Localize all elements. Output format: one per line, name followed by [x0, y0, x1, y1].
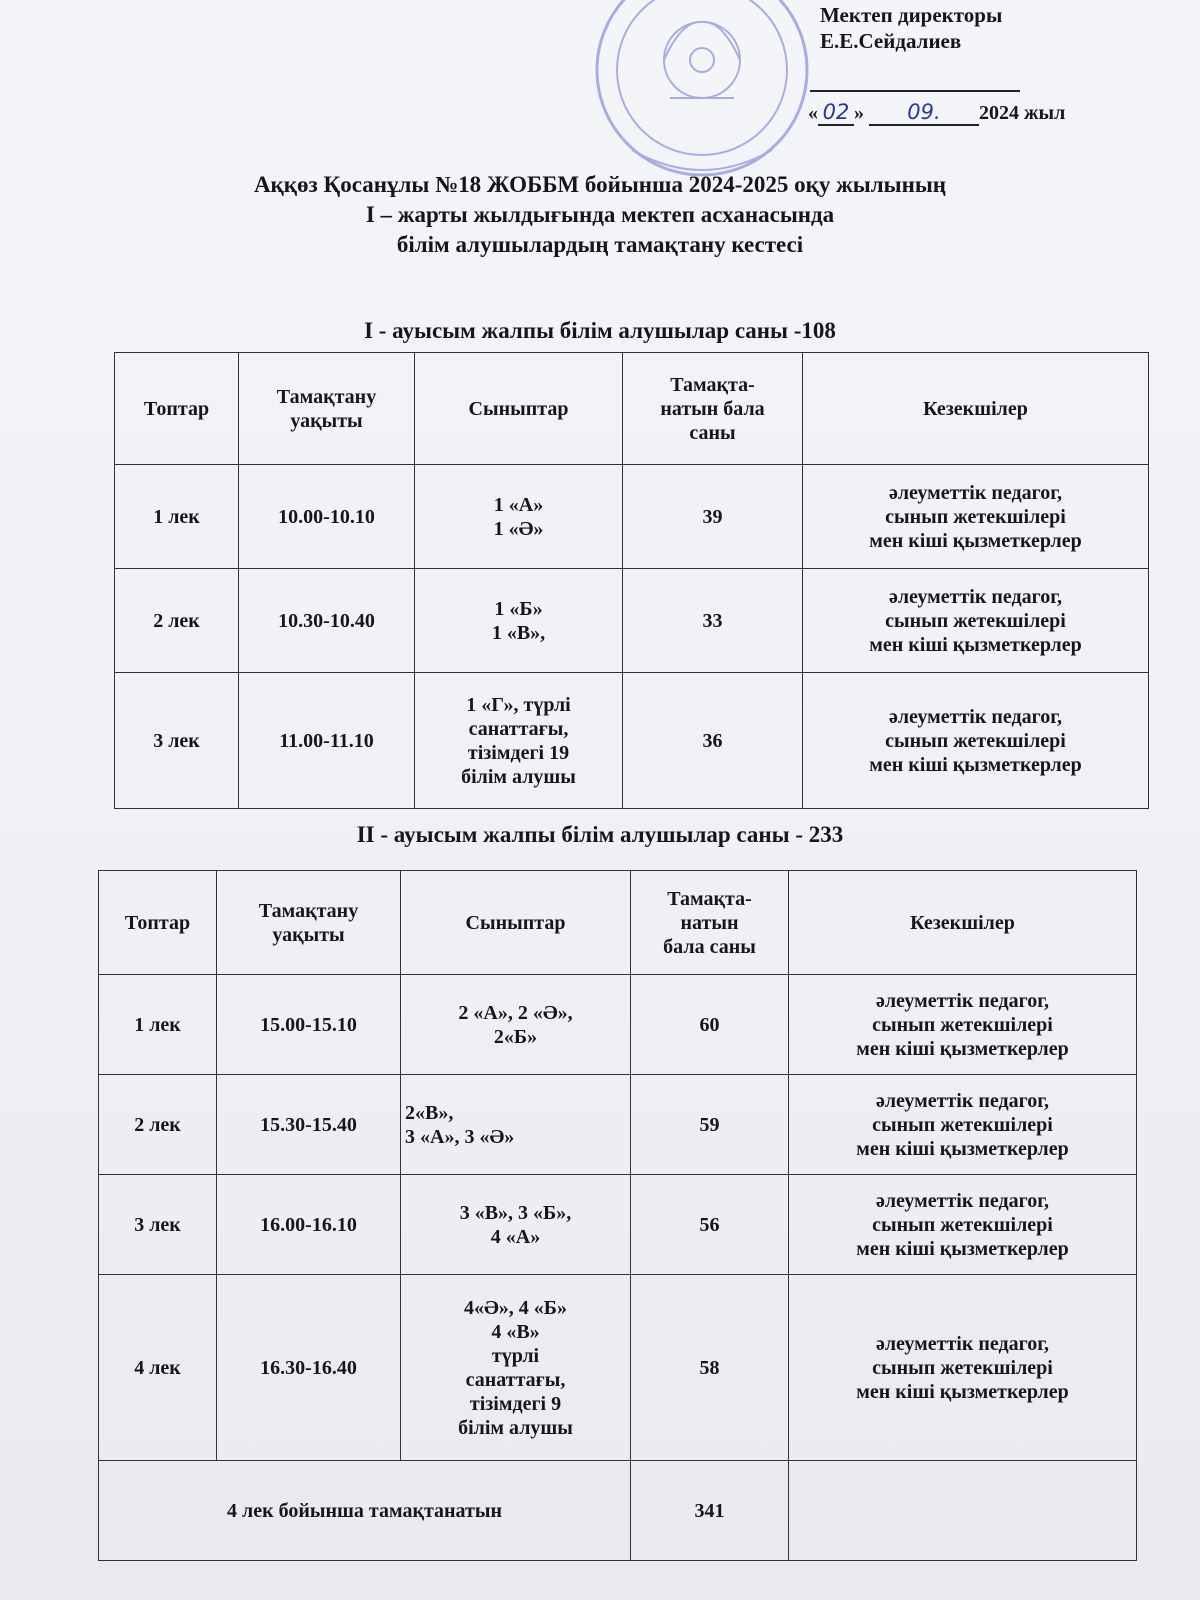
- cell-group: 1 лек: [115, 465, 239, 569]
- cell-classes: 1 «А» 1 «Ә»: [415, 465, 623, 569]
- table-header-row: [115, 353, 1149, 465]
- approval-date: « 02 » 09. 2024 жыл: [808, 100, 1066, 124]
- shift1-table: [114, 352, 1149, 809]
- total-label: 4 лек бойынша тамақтанатын: [99, 1461, 631, 1561]
- cell-group: 3 лек: [115, 673, 239, 809]
- header-duty-staff: Кезекшілер: [803, 353, 1149, 465]
- cell-time: 15.00-15.10: [217, 975, 401, 1075]
- cell-count: 33: [623, 569, 803, 673]
- approval-title: Мектеп директоры: [820, 3, 1003, 27]
- cell-count: 36: [623, 673, 803, 809]
- cell-time: 10.00-10.10: [239, 465, 415, 569]
- cell-duty: әлеуметтік педагог, сынып жетекшілері мен кіші қызметкерлер: [803, 465, 1149, 569]
- cell-duty: әлеуметтік педагог, сынып жетекшілері мен кіші қызметкерлер: [803, 569, 1149, 673]
- header-children-count: Тамақта- натын бала саны: [631, 871, 789, 975]
- approval-block: [820, 2, 1002, 54]
- cell-time: 16.30-16.40: [217, 1275, 401, 1461]
- table-row: [115, 673, 1149, 809]
- cell-group: 1 лек: [99, 975, 217, 1075]
- cell-time: 15.30-15.40: [217, 1075, 401, 1175]
- official-seal-stamp: [592, 0, 812, 190]
- header-classes: Сыныптар: [401, 871, 631, 975]
- shift2-heading: II - ауысым жалпы білім алушылар саны - 233: [356, 822, 844, 847]
- signature-line: [810, 90, 1020, 92]
- cell-classes: 3 «В», 3 «Б», 4 «А»: [401, 1175, 631, 1275]
- cell-duty: әлеуметтік педагог, сынып жетекшілері мен кіші қызметкерлер: [789, 1075, 1137, 1175]
- header-classes: Сыныптар: [415, 353, 623, 465]
- table-row: [99, 975, 1137, 1075]
- cell-classes: 1 «Б» 1 «В»,: [415, 569, 623, 673]
- cell-group: 4 лек: [99, 1275, 217, 1461]
- header-duty-staff: Кезекшілер: [789, 871, 1137, 975]
- table-row: [99, 1175, 1137, 1275]
- shift2-table: [98, 870, 1137, 1561]
- table-row: [99, 1275, 1137, 1461]
- cell-group: 2 лек: [115, 569, 239, 673]
- header-meal-time: Тамақтану уақыты: [239, 353, 415, 465]
- date-year: 2024 жыл: [979, 102, 1066, 124]
- cell-classes: 1 «Г», түрлі санаттағы, тізімдегі 19 білім алушы: [415, 673, 623, 809]
- cell-count: 58: [631, 1275, 789, 1461]
- cell-classes: 2«В», 3 «А», 3 «Ә»: [401, 1075, 631, 1175]
- date-month: 09.: [869, 100, 979, 126]
- cell-duty: әлеуметтік педагог, сынып жетекшілері мен кіші қызметкерлер: [789, 1275, 1137, 1461]
- header-groups: Топтар: [99, 871, 217, 975]
- cell-duty: әлеуметтік педагог, сынып жетекшілері мен кіші қызметкерлер: [803, 673, 1149, 809]
- cell-count: 60: [631, 975, 789, 1075]
- total-empty-cell: [789, 1461, 1137, 1561]
- cell-time: 11.00-11.10: [239, 673, 415, 809]
- cell-time: 16.00-16.10: [217, 1175, 401, 1275]
- cell-group: 3 лек: [99, 1175, 217, 1275]
- table-total-row: [99, 1461, 1137, 1561]
- cell-time: 10.30-10.40: [239, 569, 415, 673]
- cell-count: 56: [631, 1175, 789, 1275]
- cell-duty: әлеуметтік педагог, сынып жетекшілері мен кіші қызметкерлер: [789, 975, 1137, 1075]
- document-title: Аққөз Қосанұлы №18 ЖОББМ бойынша 2024-2025 оқу жылының I – жарты жылдығында мектеп асханасында білім алушылардың тамақтану кестесі: [253, 172, 947, 257]
- shift1-heading: I - ауысым жалпы білім алушылар саны -108: [364, 318, 836, 343]
- table-row: [99, 1075, 1137, 1175]
- cell-duty: әлеуметтік педагог, сынып жетекшілері мен кіші қызметкерлер: [789, 1175, 1137, 1275]
- cell-classes: 2 «А», 2 «Ә», 2«Б»: [401, 975, 631, 1075]
- header-groups: Топтар: [115, 353, 239, 465]
- table-row: [115, 569, 1149, 673]
- total-value: 341: [631, 1461, 789, 1561]
- approval-director-name: Е.Е.Сейдалиев: [820, 29, 962, 53]
- table-row: [115, 465, 1149, 569]
- cell-classes: 4«Ә», 4 «Б» 4 «В» түрлі санаттағы, тізімдегі 9 білім алушы: [401, 1275, 631, 1461]
- date-day: 02: [818, 100, 854, 126]
- cell-count: 59: [631, 1075, 789, 1175]
- header-children-count: Тамақта- натын бала саны: [623, 353, 803, 465]
- cell-group: 2 лек: [99, 1075, 217, 1175]
- table-header-row: [99, 871, 1137, 975]
- cell-count: 39: [623, 465, 803, 569]
- header-meal-time: Тамақтану уақыты: [217, 871, 401, 975]
